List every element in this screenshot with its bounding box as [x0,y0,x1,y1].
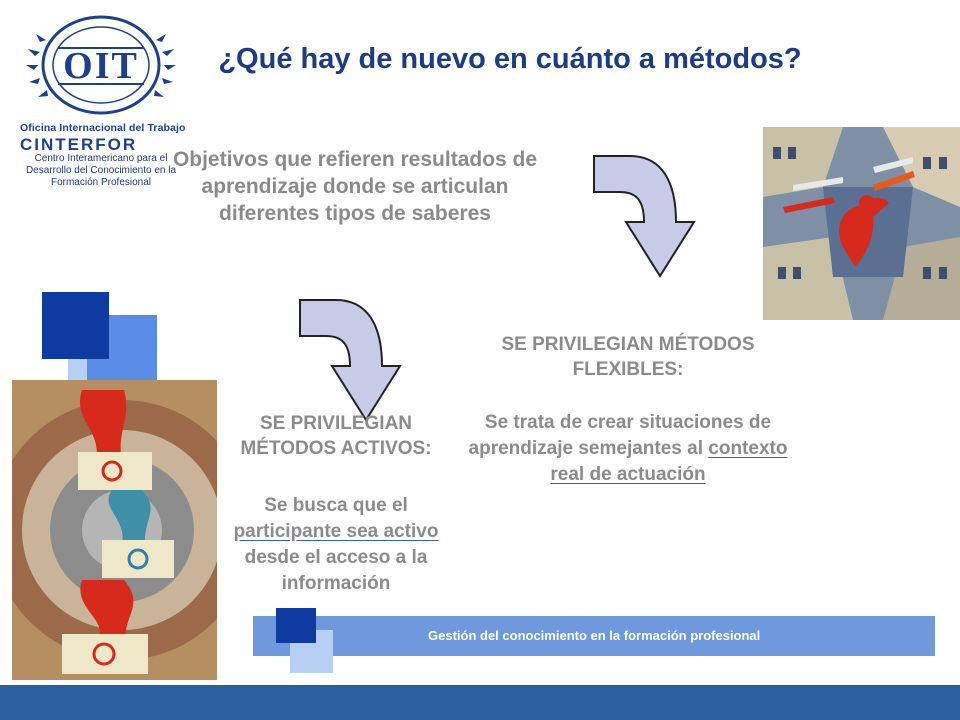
participante-activo-link[interactable]: participante sea activo [233,521,439,542]
footer-square-dark [276,608,316,643]
curved-arrow-down-icon [590,152,700,280]
flexibles-heading: SE PRIVILEGIAN MÉTODOS FLEXIBLES: [501,334,755,380]
page-title: ¿Qué hay de nuevo en cuánto a métodos? [218,43,802,75]
oit-logo [12,10,190,195]
decor-square-dark [42,292,109,359]
logo-org-name: Oficina Internacional del Trabajo [20,122,186,134]
logo-cinterfor: CINTERFOR [20,135,138,154]
contexto-real-link[interactable]: contexto real de actuación [550,438,788,485]
activos-body-text-after: desde el acceso a la información [244,547,428,594]
people-reaching-illustration [763,127,960,320]
flexibles-body [466,410,790,488]
footer-text: Gestión del conocimiento en la formación profesional [428,628,761,643]
activos-body-text: Se busca que el [264,495,408,516]
objectives-text: Objetivos que refieren resultados de aprendizaje donde se articulan diferentes tipos de saberes [172,148,538,225]
bottom-band [0,685,960,720]
oit-logo-icon [12,10,190,120]
activos-body [206,493,466,597]
activos-heading: SE PRIVILEGIAN MÉTODOS ACTIVOS: [240,413,432,459]
curved-arrow-down-icon [296,296,406,424]
oit-acronym: OIT [63,45,139,87]
stacked-figures-illustration [12,380,217,680]
logo-caption: Centro Interamericano para el Desarrollo del Conocimiento en la Formación Profesional [25,153,177,188]
flexibles-body-text: Se trata de crear situaciones de aprendizaje semejantes al [468,412,772,459]
